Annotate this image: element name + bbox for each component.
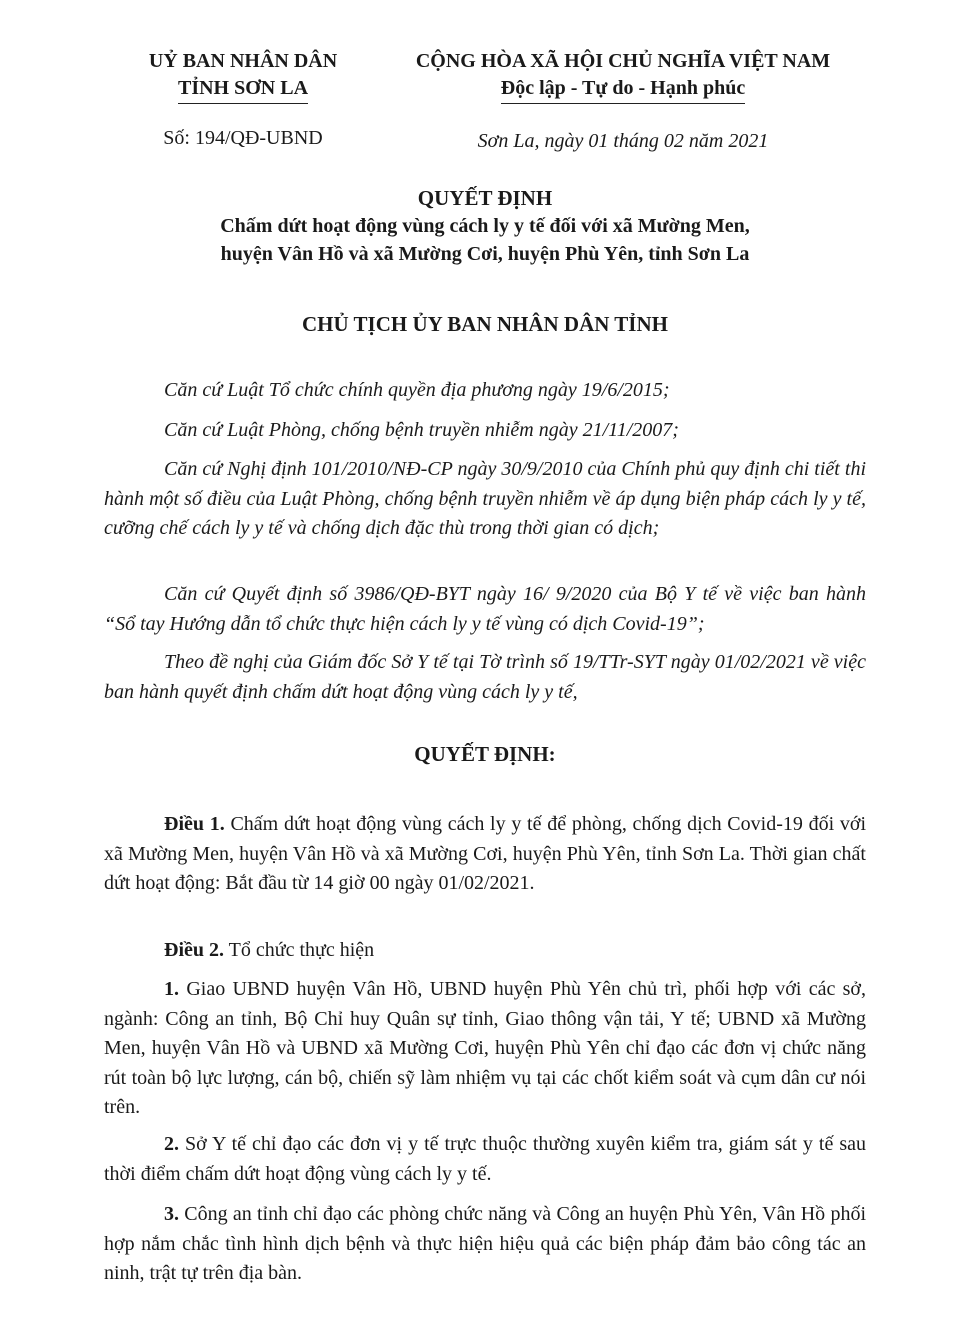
item-1-label: 1. <box>164 978 179 1000</box>
article-1-label: Điều 1. <box>164 813 225 835</box>
country-name: CỘNG HÒA XÃ HỘI CHỦ NGHĨA VIỆT NAM <box>415 50 831 72</box>
subject-line-2: huyện Vân Hồ và xã Mường Cơi, huyện Phù Yên, tỉnh Sơn La <box>220 243 750 265</box>
preamble-item: Căn cứ Luật Phòng, chống bệnh truyền nhiễm ngày 21/11/2007; <box>164 419 679 441</box>
article-2-label: Điều 2. <box>164 939 224 961</box>
item-3-text: Công an tỉnh chỉ đạo các phòng chức năng và Công an huyện Phù Yên, Vân Hồ phối hợp nắm chắc tình hình dịch bệnh và thực hiện hiệu quả các biện pháp đảm bảo công tác an ninh, trật tự trên địa bàn. <box>104 1203 866 1284</box>
agency-block <box>112 48 374 104</box>
item-2-label: 2. <box>164 1133 179 1155</box>
decision-title: QUYẾT ĐỊNH <box>417 186 553 210</box>
article-2-item-3 <box>104 1200 866 1289</box>
item-2-text: Sở Y tế chỉ đạo các đơn vị y tế trực thuộc thường xuyên kiểm tra, giám sát y tế sau thời điểm chấm dứt hoạt động vùng cách ly y tế. <box>104 1133 866 1185</box>
article-2-text: Tổ chức thực hiện <box>224 939 375 961</box>
article-2 <box>104 936 866 966</box>
item-1-text: Giao UBND huyện Vân Hồ, UBND huyện Phù Yên chủ trì, phối hợp với các sở, ngành: Công an tỉnh, Bộ Chỉ huy Quân sự tỉnh, Giao thông vận tải, Y tế; UBND xã Mường Men, huyện Vân Hồ và UBND xã Mường Cơi, huyện Phù Yên chỉ đạo các đơn vị chức năng rút toàn bộ lực lượng, cán bộ, chiến sỹ làm nhiệm vụ tại các chốt kiểm soát và cụm dân cư nói trên. <box>104 978 866 1118</box>
document-number: Số: 194/QĐ-UBND <box>163 127 323 149</box>
province-name: TỈNH SƠN LA <box>178 75 308 104</box>
article-2-item-2 <box>104 1130 866 1189</box>
preamble-item: Căn cứ Luật Tổ chức chính quyền địa phương ngày 19/6/2015; <box>164 379 670 401</box>
national-motto: Độc lập - Tự do - Hạnh phúc <box>501 75 745 104</box>
decision-subject <box>100 212 870 268</box>
subject-line-1: Chấm dứt hoạt động vùng cách ly y tế đối với xã Mường Men, <box>220 215 750 237</box>
item-3-label: 3. <box>164 1203 179 1225</box>
preamble-item: Căn cứ Quyết định số 3986/QĐ-BYT ngày 16/ 9/2020 của Bộ Y tế về việc ban hành “Sổ tay Hướng dẫn tổ chức thực hiện cách ly y tế vùng có dịch Covid-19”; <box>104 583 866 635</box>
issuer-title: CHỦ TỊCH ỦY BAN NHÂN DÂN TỈNH <box>302 312 668 336</box>
agency-name: UỶ BAN NHÂN DÂN <box>148 50 338 72</box>
decision-heading: QUYẾT ĐỊNH: <box>414 742 556 766</box>
date-line: Sơn La, ngày 01 tháng 02 năm 2021 <box>477 130 769 152</box>
article-1 <box>104 810 866 899</box>
article-2-item-1 <box>104 975 866 1123</box>
preamble-item: Căn cứ Nghị định 101/2010/NĐ-CP ngày 30/9/2010 của Chính phủ quy định chi tiết thi hành một số điều của Luật Phòng, chống bệnh truyền nhiễm về áp dụng biện pháp cách ly y tế, cưỡng chế cách ly y tế và chống dịch đặc thù trong thời gian có dịch; <box>104 458 866 539</box>
preamble-item: Theo đề nghị của Giám đốc Sở Y tế tại Tờ trình số 19/TTr-SYT ngày 01/02/2021 về việc ban hành quyết định chấm dứt hoạt động vùng cách ly y tế, <box>104 651 866 703</box>
article-1-text: Chấm dứt hoạt động vùng cách ly y tế để phòng, chống dịch Covid-19 đối với xã Mường Men, huyện Vân Hồ và xã Mường Cơi, huyện Phù Yên, tỉnh Sơn La. Thời gian chất dứt hoạt động: Bắt đầu từ 14 giờ 00 ngày 01/02/2021. <box>104 813 866 894</box>
national-header <box>388 48 858 104</box>
